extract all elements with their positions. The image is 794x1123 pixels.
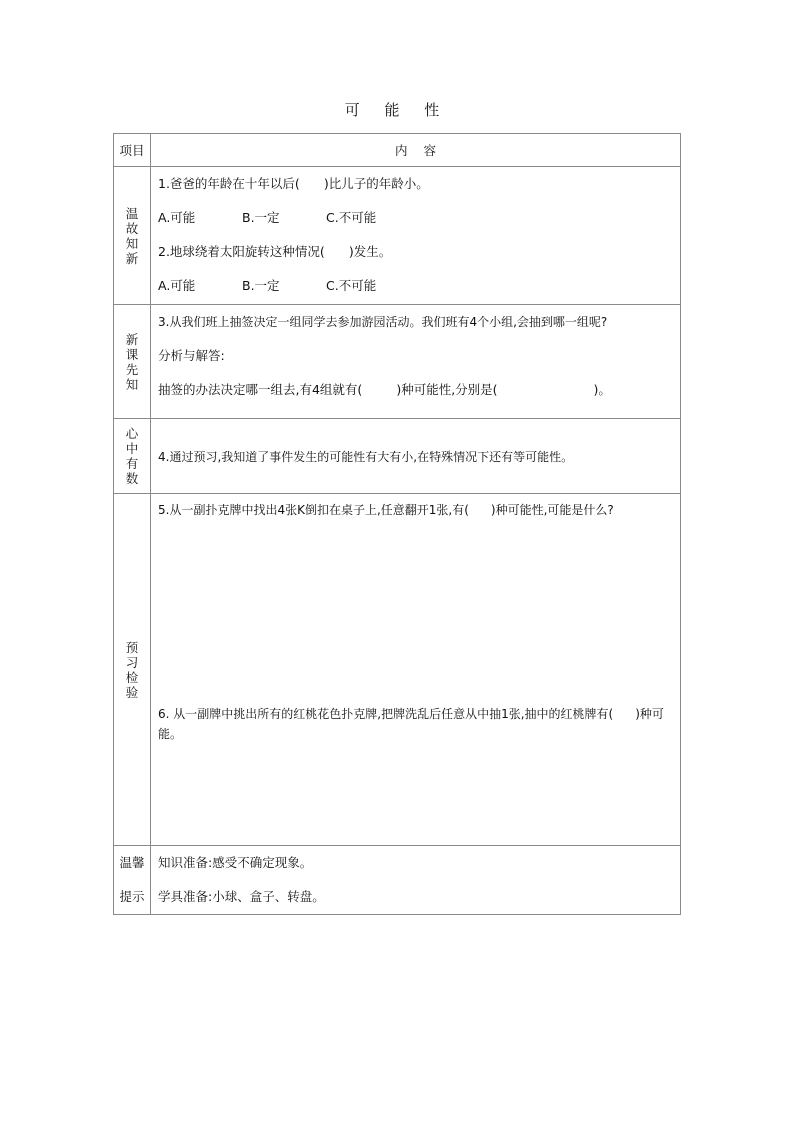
header-content: 内 容 [151,134,681,167]
heart-label [114,419,151,494]
check-row [114,494,681,846]
option-a: A.可能 [158,278,196,293]
question-2-options [158,269,676,303]
preview-label-text: 新课先知 [125,331,139,392]
review-content [151,167,681,305]
question-3: 3.从我们班上抽签决定一组同学去参加游园活动。我们班有4个小组,会抽到哪一组呢? [158,315,608,329]
question-5 [158,494,676,520]
page-title: 可 能 性 [344,101,450,119]
answer-text-mid: )种可能性,分别是( [396,382,498,397]
analysis-label: 分析与解答: [158,348,225,363]
question-1 [158,167,676,201]
question-5-tail: )种可能性,可能是什么? [490,503,614,517]
header-row [114,134,681,167]
heart-row [114,419,681,494]
worksheet-table [113,133,681,915]
header-item: 项目 [114,134,151,167]
question-2 [158,235,676,269]
tips-label-bottom: 提示 [119,889,145,904]
tips-row [114,846,681,915]
preview-label [114,305,151,419]
answer-space [158,520,676,698]
heart-label-text: 心中有数 [125,426,139,486]
question-2-text: 2.地球绕着太阳旋转这种情况( [158,244,325,259]
tips-label [114,846,151,915]
review-label-text: 温故知新 [125,205,139,266]
question-1-text: 1.爸爸的年龄在十年以后( [158,176,300,191]
question-4: 4.通过预习,我知道了事件发生的可能性有大有小,在特殊情况下还有等可能性。 [158,449,574,464]
question-6 [158,698,676,744]
heart-content [151,419,681,494]
check-content [151,494,681,846]
preview-row [114,305,681,419]
answer-line [158,373,676,407]
answer-text: 抽签的办法决定哪一组去,有4组就有( [158,382,363,397]
question-1-options [158,201,676,235]
check-label [114,494,151,846]
knowledge-prep: 知识准备:感受不确定现象。 [158,855,313,870]
option-c: C.不可能 [326,278,377,293]
question-1-tail: )比儿子的年龄小。 [323,176,429,191]
question-5-text: 5.从一副扑克牌中找出4张K倒扣在桌子上,任意翻开1张,有( [158,503,469,517]
tips-label-top: 温馨 [119,855,145,870]
option-b: B.一定 [242,210,280,225]
check-label-text: 预习检验 [125,639,139,700]
option-c: C.不可能 [326,210,377,225]
question-6-text: 6. 从一副牌中挑出所有的红桃花色扑克牌,把牌洗乱后任意从中抽1张,抽中的红桃牌有( [158,707,614,721]
question-6-tail: )种可能。 [158,707,664,741]
question-2-tail: )发生。 [348,244,392,259]
option-b: B.一定 [242,278,280,293]
answer-text-end: )。 [593,382,611,397]
tools-prep: 学具准备:小球、盒子、转盘。 [158,889,325,904]
option-a: A.可能 [158,210,196,225]
tips-content [151,846,681,915]
review-row [114,167,681,305]
preview-content [151,305,681,419]
review-label [114,167,151,305]
